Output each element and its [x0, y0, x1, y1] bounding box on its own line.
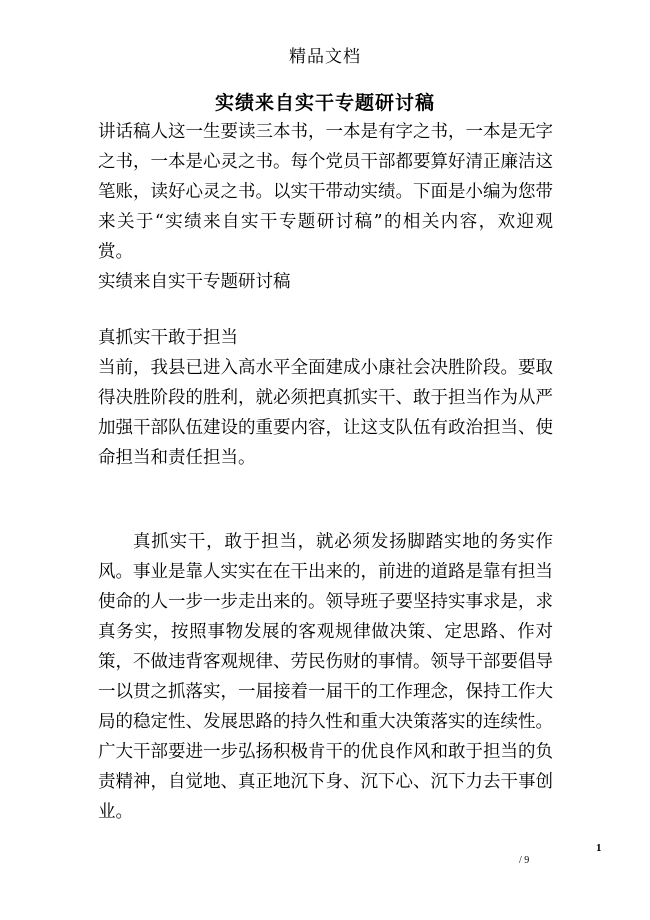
document-subtitle: 实绩来自实干专题研讨稿 [98, 272, 291, 292]
page-number: 1 [596, 842, 602, 854]
section-heading: 真抓实干敢于担当 [98, 328, 238, 348]
intro-block [98, 117, 553, 297]
paragraph-1: 当前，我县已进入高水平全面建成小康社会决胜阶段。要取得决胜阶段的胜利，就必须把真抓实干、敢于担当作为从严加强干部队伍建设的重要内容，让这支队伍有政治担当、使命担当和责任担当。 [98, 358, 553, 468]
intro-paragraph: 讲话稿人这一生要读三本书，一本是有字之书，一本是无字之书，一本是心灵之书。每个党员干部都要算好清正廉洁这笔账，读好心灵之书。以实干带动实绩。下面是小编为您带来关于“实绩来自实干专题研讨稿”的相关内容，欢迎观赏。 [98, 122, 553, 262]
paragraph-2: 真抓实干，敢于担当，就必须发扬脚踏实地的务实作风。事业是靠人实实在在干出来的，前进的道路是靠有担当使命的人一步一步走出来的。领导班子要坚持实事求是，求真务实，按照事物发展的客观规律做决策、定思路、作对策，不做违背客观规律、劳民伤财的事情。领导干部要倡导一以贯之抓落实，一届接着一届干的工作理念，保持工作大局的稳定性、发展思路的持久性和重大决策落实的连续性。广大干部要进一步弘扬积极肯干的优良作风和敢于担当的负责精神，自觉地、真正地沉下身、沉下心、沉下力去干事创业。 [98, 532, 553, 822]
page-header: 精品文档 [289, 47, 361, 67]
page-total: / 9 [519, 855, 530, 866]
document-title: 实绩来自实干专题研讨稿 [214, 92, 435, 114]
